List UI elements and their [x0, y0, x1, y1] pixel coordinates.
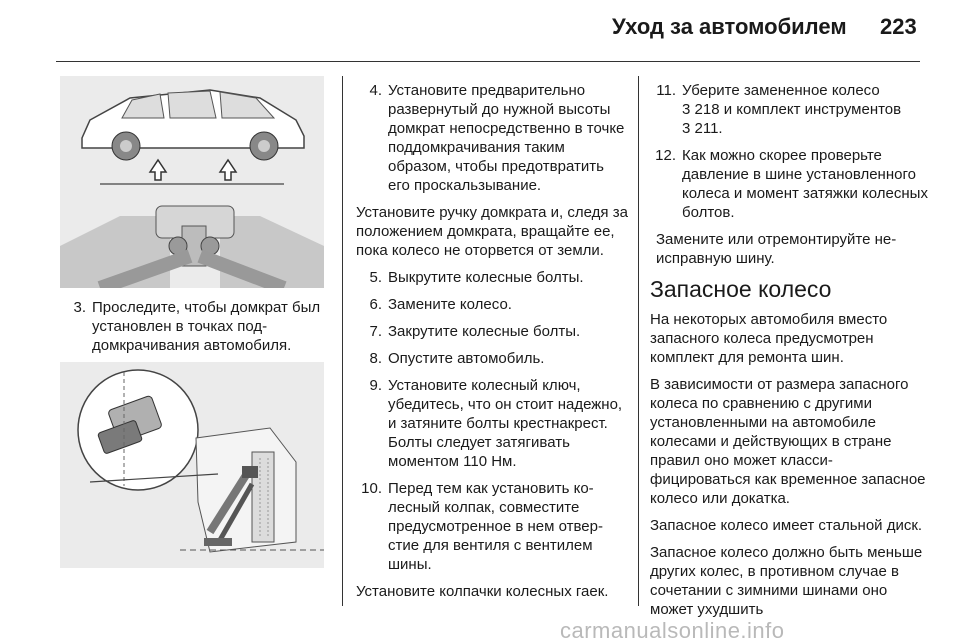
column-divider-2: [638, 76, 639, 606]
section-heading: Запасное колесо: [650, 276, 832, 302]
figure-car-jack-points: [60, 76, 324, 288]
jack-illustration: [60, 362, 324, 568]
step-text: Проследите, чтобы домкрат был установлен в точках поддомкрачивания автомобиля.: [92, 299, 321, 354]
figure-jack-wheel: [60, 362, 324, 568]
step-number: 8.: [369, 350, 382, 367]
list-item: [650, 81, 928, 138]
step-text: Установите колесный ключ, убедитесь, что он стоит надежно, и затяните болты крестнакрест. Болты следует затягивать моментом 110 Нм.: [388, 377, 623, 470]
step-subparagraph: Установите колпачки колесных гаек.: [356, 583, 609, 600]
list-item: [356, 268, 628, 287]
step-number: 6.: [369, 296, 382, 313]
step-text: Установите предварительно развернутый до нужной высоты домкрат непосредственно в точке поддомкрачивания таким образом, чтобы предотвратить его проскальзывание.: [388, 82, 625, 194]
step-text: Выкрутите колесные болты.: [388, 269, 584, 286]
right-column: [650, 81, 928, 627]
paragraph: Запасное колесо имеет стальной диск.: [650, 517, 923, 534]
list-item: [650, 146, 928, 222]
list-item: [356, 479, 628, 574]
middle-column: [356, 81, 628, 609]
step-text: Перед тем как установить колесный колпак, совместите предусмотренное в нем отверстие для вентиля с вентилем шины.: [388, 480, 603, 573]
paragraph: В зависимости от размера запасного колеса по сравнению с другими установленными на автомобиле колесами и действующих в стране правил оно может классифицироваться как временное запасное колесо или докатка.: [650, 376, 926, 507]
list-item: [356, 322, 628, 341]
step-number: 11.: [656, 82, 676, 99]
step-number: 5.: [369, 269, 382, 286]
step-text: Как можно скорее проверьте давление в шине установленного колеса и момент затяжки колесных болтов.: [682, 147, 928, 221]
step-subparagraph: Установите ручку домкрата и, следя за положением домкрата, вращайте ее, пока колесо не оторвется от земли.: [356, 204, 628, 259]
list-item: [356, 81, 628, 195]
step-number: 12.: [655, 147, 676, 164]
step-text: Уберите замененное колесо: [682, 82, 880, 99]
column-divider-1: [342, 76, 343, 606]
page-number: 223: [880, 14, 917, 39]
step-number: 10.: [361, 480, 382, 497]
step-text: Опустите автомобиль.: [388, 350, 545, 367]
list-item: [356, 376, 628, 471]
header-rule: [56, 61, 920, 62]
page-reference: 3 218 и комплект инструментов: [682, 101, 902, 118]
car-illustration: [60, 76, 324, 288]
step-number: 7.: [369, 323, 382, 340]
paragraph: Запасное колесо должно быть меньше других колес, в противном случае в сочетании с зимними шинами оно может ухудшить: [650, 544, 923, 618]
page-title: Уход за автомобилем: [612, 14, 847, 39]
watermark: carmanualsonline.info: [560, 618, 785, 643]
step-number: 9.: [369, 377, 382, 394]
paragraph: На некоторых автомобиля вместо запасного колеса предусмотрен комплект для ремонта шин.: [650, 311, 888, 366]
step-text: Замените колесо.: [388, 296, 512, 313]
step-text-block: [682, 81, 928, 138]
list-item: [60, 298, 330, 355]
left-column: [60, 298, 330, 363]
step-number: 3.: [73, 299, 86, 316]
paragraph: Замените или отремонтируйте неисправную шину.: [656, 231, 897, 267]
list-item: [356, 295, 628, 314]
step-text: Закрутите колесные болты.: [388, 323, 581, 340]
list-item: [356, 349, 628, 368]
step-number: 4.: [369, 82, 382, 99]
page-reference: 3 211.: [682, 120, 723, 137]
